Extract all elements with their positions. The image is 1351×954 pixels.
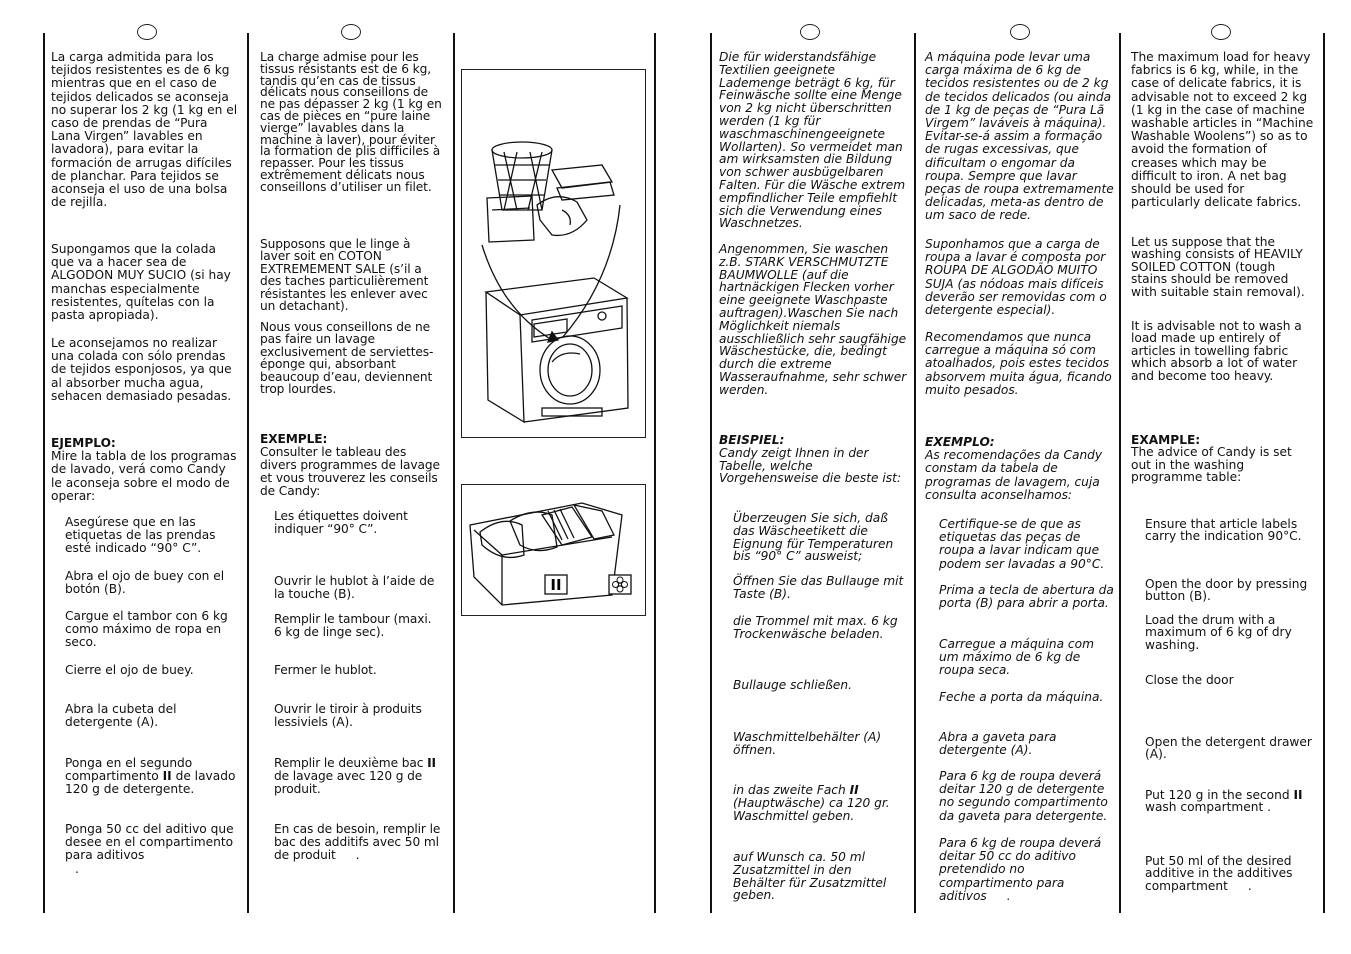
en-suppose-paragraph: Let us suppose that the washing consists of HEAVILY SOILED COTTON (tough stains should be removed with suitable stain removal). (1131, 235, 1305, 299)
en-example-text: The advice of Candy is set out in the washing programme table: (1131, 445, 1292, 485)
en-load-paragraph: The maximum load for heavy fabrics is 6 kg, while, in the case of delicate fabrics, it is advisable not to exceed 2 kg (1 kg in the case of machine washable articles in “Machine Washable Woolens”) so as to avoid the formation of creases which may be difficult to iron. A net bag should be used for particularly delicate fabrics. (1131, 50, 1314, 210)
es-load-paragraph: La carga admitida para los tejidos resistentes es de 6 kg mientras que en el caso de tejidos delicados se aconseja no superar los 2 kg (1 kg en el caso de prendas de “Pura Lana Virgen” lavables en lavadora), para evitar la formación de arrugas difíciles de planchar. Para tejidos se aconseja el uso de una bolsa de rejilla. (51, 50, 238, 210)
en-step-4: Close the door (1145, 673, 1234, 687)
en-example-title: EXAMPLE: (1131, 433, 1201, 447)
de-suppose-paragraph: Angenommen, Sie waschen z.B. STARK VERSCHMUTZTE BAUMWOLLE (auf die hartnäckigen Flecken vorher eine geeignete Waschpaste auftragen).Waschen Sie nach Möglichkeit niemals ausschließlich sehr saugfähige Wäschestücke, die, bedingt durch die extreme Wasseraufnahme, sehr schwer werden. (719, 242, 907, 397)
es-example (51, 437, 239, 503)
es-suppose-paragraph: Supongamos que la colada que va a hacer sea de ALGODON MUY SUCIO (si hay manchas especialmente resistentes, quítelas con la pasta apropiada). (51, 242, 231, 323)
en-step-7: Put 50 ml of the desired additive in the additives compartment . (1145, 854, 1293, 893)
detergent-drawer-illustration (461, 484, 646, 616)
detergent-drawer-drawing (462, 485, 644, 614)
en-example (1131, 434, 1315, 484)
es-step-4: Cierre el ojo de buey. (65, 663, 194, 677)
pt-example (925, 436, 1115, 502)
de-step-7: auf Wunsch ca. 50 ml Zusatzmittel in den Behälter für Zusatzmittel geben. (733, 850, 887, 903)
es-step-2: Abra el ojo de buey con el botón (B). (65, 569, 225, 597)
column-rule (914, 33, 916, 913)
de-step-1: Überzeugen Sie sich, daß das Wäscheetikett die Eignung für Temperaturen bis “90° C” ausweist; (733, 511, 894, 564)
washing-machine-illustration (461, 69, 646, 438)
pt-step-2: Prima a tecla de abertura da porta (B) para abrir a porta. (939, 583, 1114, 611)
es-step-6: Ponga en el segundo compartimento II de lavado 120 g de detergente. (65, 756, 236, 797)
fr-step-1: Les étiquettes doivent indiquer “90° C”. (274, 509, 408, 536)
washing-machine-drawing (462, 70, 644, 436)
column-pt (925, 0, 1115, 954)
pt-step-4: Feche a porta da máquina. (939, 690, 1104, 704)
pt-step-5: Abra a gaveta para detergente (A). (939, 730, 1057, 758)
fr-step-4: Fermer le hublot. (274, 663, 377, 677)
pt-example-title: EXEMPLO: (925, 435, 995, 449)
column-de (719, 0, 907, 954)
de-step-4: Bullauge schließen. (733, 678, 852, 692)
fr-example-text: Consulter le tableau des divers programmes de lavage et vous trouverez les conseils de Candy: (260, 445, 440, 498)
es-step-5: Abra la cubeta del detergente (A). (65, 702, 177, 730)
pt-step-6: Para 6 kg de roupa deverá deitar 120 g de detergente no segundo compartimento da gaveta para detergente. (939, 769, 1108, 823)
column-es (51, 0, 239, 954)
pt-step-3: Carregue a máquina com um máximo de 6 kg de roupa seca. (939, 637, 1094, 678)
es-step-1: Asegúrese que en las etiquetas de las prendas esté indicado “90° C”. (65, 515, 216, 556)
es-step-3: Cargue el tambor con 6 kg como máximo de ropa en seco. (65, 609, 228, 650)
de-load-paragraph: Die für widerstandsfähige Textilien geeignete Lademenge beträgt 6 kg, für Feinwäsche sollte eine Menge von 2 kg nicht überschritten werden (1 kg für waschmaschinengeeignete Wollarten). So vermeidet man am wirksamsten die Bildung von schwer ausbügelbaren Falten. Für die Wäsche extrem empfindlicher Teile empfiehlt sich die Verwendung eines Waschnetzes. (719, 50, 906, 231)
es-example-text: Mire la tabla de los programas de lavado, verá como Candy le aconseja sobre el modo de operar: (51, 449, 237, 503)
de-step-5: Waschmittelbehälter (A) öffnen. (733, 730, 882, 757)
fr-example-title: EXEMPLE: (260, 432, 328, 446)
de-example (719, 434, 907, 485)
pt-advice-paragraph: Recomendamos que nunca carregue a máquina só com atoalhados, pois estes tecidos absorvem muita água, ficando muito pesados. (925, 330, 1112, 397)
pt-step-1: Certifique-se de que as etiquetas das peças de roupa a lavar indicam que podem ser lavadas a 90°C. (939, 517, 1105, 571)
pt-suppose-paragraph: Suponhamos que a carga de roupa a lavar é composta por ROUPA DE ALGODÃO MUITO SUJA (as nódoas mais difíceis deverão ser removidas com o detergente especial). (925, 237, 1107, 318)
column-rule (1323, 33, 1325, 913)
es-example-title: EJEMPLO: (51, 436, 116, 450)
column-fr (260, 0, 442, 954)
en-step-3: Load the drum with a maximum of 6 kg of dry washing. (1145, 613, 1292, 652)
de-step-3: die Trommel mit max. 6 kg Trockenwäsche beladen. (733, 614, 898, 641)
column-rule (1119, 33, 1121, 913)
column-rule (453, 33, 455, 913)
es-advice-paragraph: Le aconsejamos no realizar una colada con sólo prendas de tejidos esponjosos, ya que al absorber mucha agua, sehacen demasiado pesadas. (51, 336, 232, 403)
en-step-6: Put 120 g in the second II wash compartment . (1145, 788, 1303, 815)
de-step-2: Öffnen Sie das Bullauge mit Taste (B). (733, 574, 904, 601)
fr-load-paragraph: La charge admise pour les tissus résistants est de 6 kg, tandis qu’en cas de tissus délicats nous conseillons de ne pas dépasser 2 kg (1 kg en cas de pièces en “pure laine vierge” lavables dans la machine à laver), pour éviter la formation de plis difficiles à repasser. Pour les tissus extrêmement délicats nous conseillons d’utiliser un filet. (260, 50, 442, 194)
column-rule (654, 33, 656, 913)
es-step-7: Ponga 50 cc del aditivo que desee en el compartimento para aditivos . (65, 822, 234, 876)
fr-suppose-paragraph: Supposons que le linge à laver soit en COTON EXTREMEMENT SALE (s’il a des taches particulièrement résistantes les enlever avec un detachant). (260, 237, 429, 314)
fr-step-2: Ouvrir le hublot à l’aide de la touche (B). (274, 574, 435, 601)
en-step-2: Open the door by pressing button (B). (1145, 577, 1308, 604)
drawer-compartment-label: II (550, 576, 562, 594)
column-en (1131, 0, 1315, 954)
en-step-1: Ensure that article labels carry the indication 90°C. (1145, 517, 1302, 544)
pt-load-paragraph: A máquina pode levar uma carga máxima de 6 kg de tecidos resistentes ou de 2 kg de tecidos delicados (ou ainda de 1 kg de peças de “Pura Lã Virgem” laváveis à máquina). Evitar-se-á assim a formação de rugas excessivas, que dificultam o engomar da roupa. Sempre que lavar peças de roupa extremamente delicadas, meta-as dentro de um saco de rede. (925, 50, 1114, 223)
fr-example (260, 433, 442, 498)
fr-step-7: En cas de besoin, remplir le bac des additifs avec 50 ml de produit . (274, 822, 441, 862)
pt-example-text: As recomendações da Candy constam da tabela de programas de lavagem, cuja consulta aconselhamos: (925, 448, 1103, 502)
column-rule (710, 33, 712, 913)
column-rule (247, 33, 249, 913)
en-step-5: Open the detergent drawer (A). (1145, 735, 1312, 762)
de-example-title: BEISPIEL: (719, 433, 785, 447)
fr-step-3: Remplir le tambour (maxi. 6 kg de linge sec). (274, 612, 432, 639)
fr-advice-paragraph: Nous vous conseillons de ne pas faire un lavage exclusivement de serviettes-éponge qui, absorbant beaucoup d’eau, deviennent trop lourdes. (260, 320, 434, 397)
fr-step-6: Remplir le deuxième bac II de lavage avec 120 g de produit. (274, 756, 436, 796)
de-step-6: in das zweite Fach II (Hauptwäsche) ca 120 gr. Waschmittel geben. (733, 783, 890, 823)
de-example-text: Candy zeigt Ihnen in der Tabelle, welche Vorgehensweise die beste ist: (719, 445, 902, 486)
fr-step-5: Ouvrir le tiroir à produits lessiviels (A). (274, 702, 422, 729)
column-rule (43, 33, 45, 913)
en-advice-paragraph: It is advisable not to wash a load made up entirely of articles in towelling fabric which absorb a lot of water and become too heavy. (1131, 319, 1302, 383)
pt-step-7: Para 6 kg de roupa deverá deitar 50 cc do aditivo pretendido no compartimento para aditivos . (939, 836, 1102, 903)
